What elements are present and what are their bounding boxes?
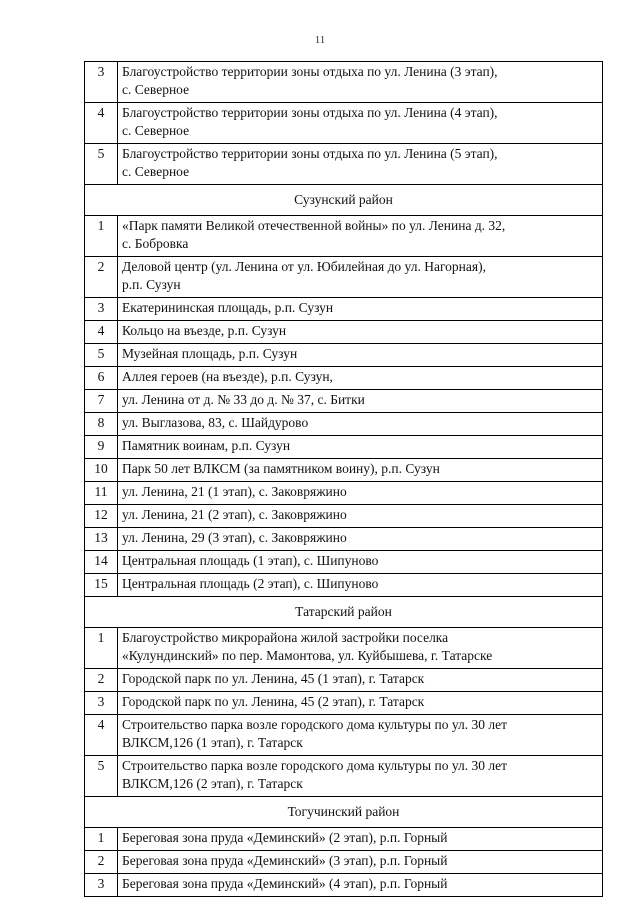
object-description xyxy=(118,103,603,144)
object-description xyxy=(118,505,603,528)
row-number: 6 xyxy=(85,367,118,390)
object-description xyxy=(118,528,603,551)
table-row xyxy=(85,669,603,692)
description-line: ул. Ленина от д. № 33 до д. № 37, с. Битки xyxy=(122,392,365,407)
row-number: 3 xyxy=(85,874,118,897)
objects-table-body xyxy=(85,62,603,897)
row-number: 5 xyxy=(85,144,118,185)
description-line: Аллея героев (на въезде), р.п. Сузун, xyxy=(122,369,333,384)
table-row xyxy=(85,144,603,185)
description-line: Музейная площадь, р.п. Сузун xyxy=(122,346,298,361)
description-line: ул. Ленина, 21 (1 этап), с. Заковряжино xyxy=(122,484,347,499)
table-row xyxy=(85,390,603,413)
table-row xyxy=(85,692,603,715)
description-line: Благоустройство территории зоны отдыха по ул. Ленина (5 этап), xyxy=(122,146,498,161)
object-description xyxy=(118,669,603,692)
row-number: 4 xyxy=(85,321,118,344)
row-number: 5 xyxy=(85,756,118,797)
table-row xyxy=(85,505,603,528)
object-description xyxy=(118,144,603,185)
object-description xyxy=(118,367,603,390)
object-description xyxy=(118,628,603,669)
row-number: 4 xyxy=(85,103,118,144)
row-number: 10 xyxy=(85,459,118,482)
row-number: 5 xyxy=(85,344,118,367)
description-line: Береговая зона пруда «Деминский» (2 этап), р.п. Горный xyxy=(122,830,448,845)
section-title: Сузунский район xyxy=(85,185,603,216)
description-line: Благоустройство территории зоны отдыха по ул. Ленина (4 этап), xyxy=(122,105,498,120)
description-line: с. Северное xyxy=(122,82,190,97)
table-row xyxy=(85,436,603,459)
object-description xyxy=(118,874,603,897)
description-line: Благоустройство территории зоны отдыха по ул. Ленина (3 этап), xyxy=(122,64,498,79)
table-row xyxy=(85,413,603,436)
description-line: Центральная площадь (1 этап), с. Шипуново xyxy=(122,553,379,568)
page-number: 11 xyxy=(314,34,326,46)
object-description xyxy=(118,715,603,756)
row-number: 13 xyxy=(85,528,118,551)
object-description xyxy=(118,413,603,436)
object-description xyxy=(118,851,603,874)
object-description xyxy=(118,436,603,459)
table-row xyxy=(85,482,603,505)
row-number: 3 xyxy=(85,298,118,321)
section-header-row xyxy=(85,597,603,628)
table-row xyxy=(85,628,603,669)
object-description xyxy=(118,216,603,257)
table-row xyxy=(85,459,603,482)
description-line: Парк 50 лет ВЛКСМ (за памятником воину), р.п. Сузун xyxy=(122,461,440,476)
row-number: 1 xyxy=(85,216,118,257)
object-description xyxy=(118,692,603,715)
object-description xyxy=(118,390,603,413)
row-number: 2 xyxy=(85,851,118,874)
table-row xyxy=(85,756,603,797)
object-description xyxy=(118,551,603,574)
table-row xyxy=(85,715,603,756)
description-line: Екатерининская площадь, р.п. Сузун xyxy=(122,300,334,315)
object-description xyxy=(118,482,603,505)
table-row xyxy=(85,528,603,551)
description-line: с. Северное xyxy=(122,164,190,179)
row-number: 3 xyxy=(85,692,118,715)
table-row xyxy=(85,216,603,257)
section-header-row xyxy=(85,797,603,828)
table-row xyxy=(85,851,603,874)
table-row xyxy=(85,62,603,103)
description-line: с. Бобровка xyxy=(122,236,189,251)
object-description xyxy=(118,257,603,298)
row-number: 1 xyxy=(85,828,118,851)
description-line: Деловой центр (ул. Ленина от ул. Юбилейная до ул. Нагорная), xyxy=(122,259,486,274)
description-line: р.п. Сузун xyxy=(122,277,181,292)
row-number: 9 xyxy=(85,436,118,459)
object-description xyxy=(118,574,603,597)
objects-table xyxy=(84,61,603,897)
table-row xyxy=(85,367,603,390)
object-description xyxy=(118,62,603,103)
object-description xyxy=(118,321,603,344)
section-title: Татарский район xyxy=(85,597,603,628)
row-number: 8 xyxy=(85,413,118,436)
table-row xyxy=(85,344,603,367)
description-line: ВЛКСМ,126 (2 этап), г. Татарск xyxy=(122,776,303,791)
row-number: 2 xyxy=(85,257,118,298)
description-line: ул. Ленина, 21 (2 этап), с. Заковряжино xyxy=(122,507,347,522)
row-number: 2 xyxy=(85,669,118,692)
row-number: 14 xyxy=(85,551,118,574)
description-line: Городской парк по ул. Ленина, 45 (2 этап), г. Татарск xyxy=(122,694,425,709)
description-line: Памятник воинам, р.п. Сузун xyxy=(122,438,291,453)
table-row xyxy=(85,551,603,574)
description-line: Строительство парка возле городского дома культуры по ул. 30 лет xyxy=(122,758,507,773)
row-number: 4 xyxy=(85,715,118,756)
table-row xyxy=(85,828,603,851)
table-row xyxy=(85,103,603,144)
description-line: Береговая зона пруда «Деминский» (4 этап), р.п. Горный xyxy=(122,876,448,891)
description-line: ВЛКСМ,126 (1 этап), г. Татарск xyxy=(122,735,303,750)
row-number: 3 xyxy=(85,62,118,103)
description-line: ул. Ленина, 29 (3 этап), с. Заковряжино xyxy=(122,530,347,545)
table-row xyxy=(85,574,603,597)
table-row xyxy=(85,874,603,897)
description-line: ул. Выглазова, 83, с. Шайдурово xyxy=(122,415,309,430)
table-row xyxy=(85,321,603,344)
section-header-row xyxy=(85,185,603,216)
description-line: «Парк памяти Великой отечественной войны» по ул. Ленина д. 32, xyxy=(122,218,506,233)
description-line: Кольцо на въезде, р.п. Сузун xyxy=(122,323,287,338)
object-description xyxy=(118,828,603,851)
object-description xyxy=(118,459,603,482)
description-line: «Кулундинский» по пер. Мамонтова, ул. Куйбышева, г. Татарске xyxy=(122,648,493,663)
row-number: 12 xyxy=(85,505,118,528)
object-description xyxy=(118,298,603,321)
description-line: Центральная площадь (2 этап), с. Шипуново xyxy=(122,576,379,591)
row-number: 11 xyxy=(85,482,118,505)
object-description xyxy=(118,344,603,367)
row-number: 15 xyxy=(85,574,118,597)
table-row xyxy=(85,257,603,298)
description-line: Благоустройство микрорайона жилой застройки поселка xyxy=(122,630,449,645)
row-number: 7 xyxy=(85,390,118,413)
row-number: 1 xyxy=(85,628,118,669)
description-line: Строительство парка возле городского дома культуры по ул. 30 лет xyxy=(122,717,507,732)
object-description xyxy=(118,756,603,797)
description-line: Береговая зона пруда «Деминский» (3 этап), р.п. Горный xyxy=(122,853,448,868)
table-row xyxy=(85,298,603,321)
description-line: с. Северное xyxy=(122,123,190,138)
description-line: Городской парк по ул. Ленина, 45 (1 этап), г. Татарск xyxy=(122,671,425,686)
section-title: Тогучинский район xyxy=(85,797,603,828)
